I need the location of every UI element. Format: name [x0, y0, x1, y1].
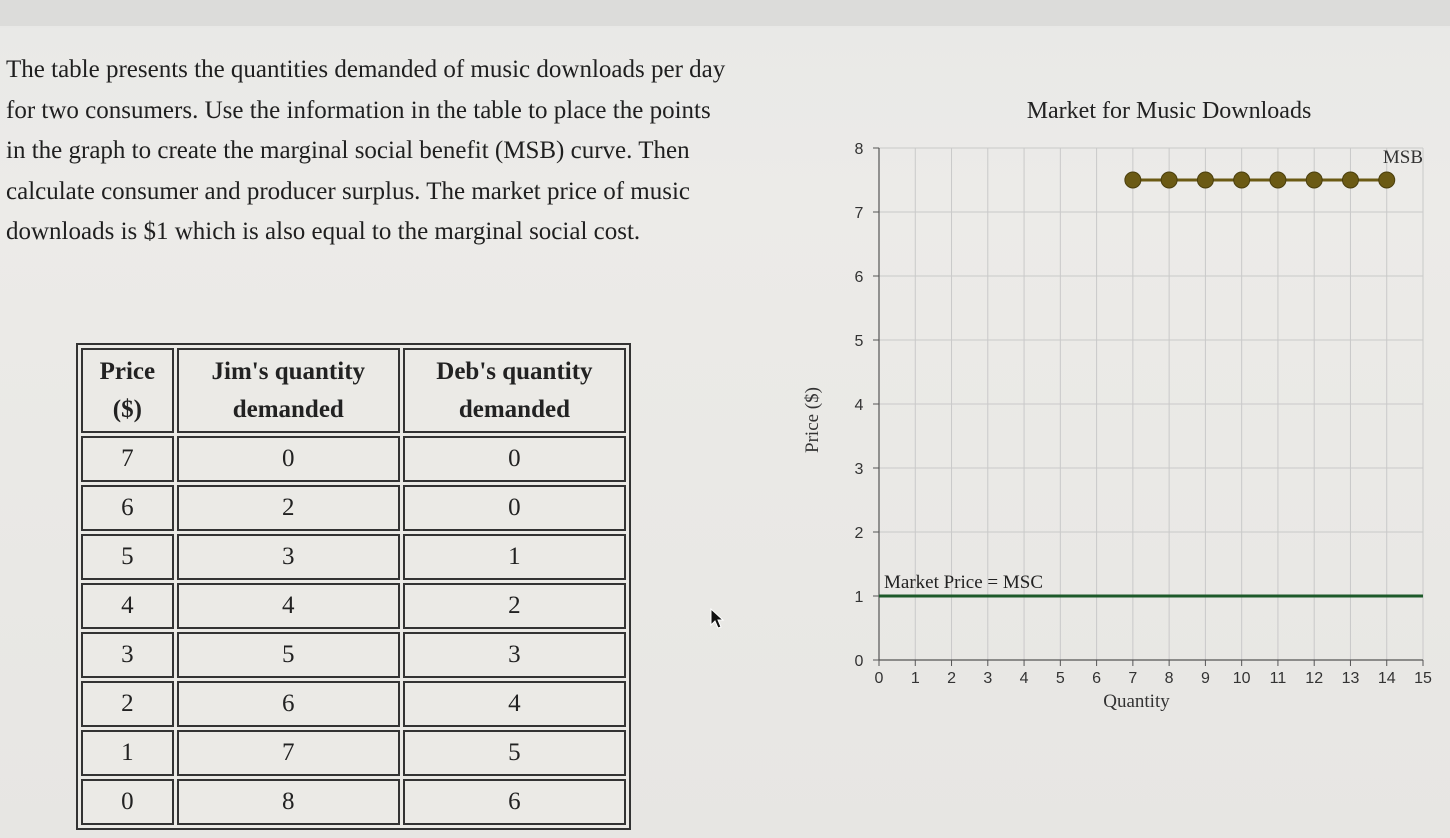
x-tick-label: 10: [1232, 670, 1251, 687]
table-row: [81, 730, 626, 776]
y-tick-label: 4: [854, 397, 864, 414]
x-tick-label: 13: [1341, 670, 1360, 687]
x-tick-label: 2: [947, 670, 956, 687]
header-jim: Jim's quantity demanded: [177, 348, 400, 433]
y-tick-label: 2: [854, 525, 864, 542]
table-row: [81, 779, 626, 825]
demand-table: [76, 343, 631, 830]
msc-label: Market Price = MSC: [884, 572, 1044, 593]
table-row: [81, 436, 626, 482]
y-tick-label: 7: [854, 205, 864, 222]
jim-cell: 6: [177, 681, 400, 727]
msb-point: [1379, 172, 1395, 188]
price-cell: 2: [81, 681, 174, 727]
x-tick-label: 8: [1164, 670, 1174, 687]
deb-cell: 1: [403, 534, 626, 580]
price-cell: 1: [81, 730, 174, 776]
table-row: [81, 485, 626, 531]
x-axis-label: Quantity: [1103, 691, 1170, 712]
table-row: [81, 681, 626, 727]
y-tick-label: 0: [854, 653, 864, 670]
msb-point: [1161, 172, 1177, 188]
deb-cell: 0: [403, 485, 626, 531]
deb-cell: 0: [403, 436, 626, 482]
price-cell: 3: [81, 632, 174, 678]
x-tick-label: 5: [1055, 670, 1065, 687]
msb-point: [1270, 172, 1286, 188]
jim-cell: 5: [177, 632, 400, 678]
chart-title: Market for Music Downloads: [1026, 98, 1312, 124]
y-tick-label: 5: [854, 333, 864, 350]
price-cell: 0: [81, 779, 174, 825]
x-tick-label: 14: [1377, 670, 1396, 687]
table-row: [81, 583, 626, 629]
x-tick-label: 9: [1200, 670, 1210, 687]
y-tick-label: 3: [854, 461, 864, 478]
jim-cell: 3: [177, 534, 400, 580]
x-tick-label: 6: [1092, 670, 1102, 687]
y-axis-label: Price ($): [802, 387, 823, 453]
price-cell: 6: [81, 485, 174, 531]
msb-label: MSB: [1382, 147, 1423, 168]
top-strip: [0, 0, 1450, 26]
deb-cell: 2: [403, 583, 626, 629]
deb-cell: 6: [403, 779, 626, 825]
y-tick-label: 1: [854, 589, 864, 606]
msb-point: [1125, 172, 1141, 188]
deb-cell: 5: [403, 730, 626, 776]
price-cell: 5: [81, 534, 174, 580]
msb-point: [1342, 172, 1358, 188]
x-tick-label: 0: [874, 670, 884, 687]
msb-point: [1234, 172, 1250, 188]
header-deb: Deb's quantity demanded: [403, 348, 626, 433]
x-tick-label: 7: [1128, 670, 1138, 687]
x-tick-label: 3: [983, 670, 993, 687]
x-tick-label: 11: [1269, 670, 1287, 687]
y-tick-label: 6: [854, 269, 864, 286]
jim-cell: 4: [177, 583, 400, 629]
table-row: [81, 632, 626, 678]
x-tick-label: 15: [1414, 670, 1432, 687]
header-price: Price ($): [81, 348, 174, 433]
y-tick-label: 8: [854, 141, 864, 158]
mouse-cursor-icon: [709, 607, 725, 631]
jim-cell: 0: [177, 436, 400, 482]
price-cell: 7: [81, 436, 174, 482]
x-tick-label: 4: [1019, 670, 1029, 687]
msb-point: [1306, 172, 1322, 188]
deb-cell: 4: [403, 681, 626, 727]
x-tick-label: 1: [910, 670, 920, 687]
x-tick-label: 12: [1305, 670, 1324, 687]
jim-cell: 2: [177, 485, 400, 531]
jim-cell: 8: [177, 779, 400, 825]
deb-cell: 3: [403, 632, 626, 678]
jim-cell: 7: [177, 730, 400, 776]
table-row: [81, 534, 626, 580]
price-cell: 4: [81, 583, 174, 629]
table-header-row: [81, 348, 626, 433]
axes: [855, 141, 1432, 687]
msb-point: [1197, 172, 1213, 188]
series[interactable]: [879, 147, 1423, 596]
msb-chart[interactable]: [780, 80, 1450, 730]
question-text: The table presents the quantities demanded of music downloads per day for two consumers. Use the information in the table to place the points in the graph to create the marginal social benefit (MSB) curve. Then calculate consumer and producer surplus. The market price of music downloads is $1 which is also equal to the marginal social cost.: [6, 56, 726, 245]
